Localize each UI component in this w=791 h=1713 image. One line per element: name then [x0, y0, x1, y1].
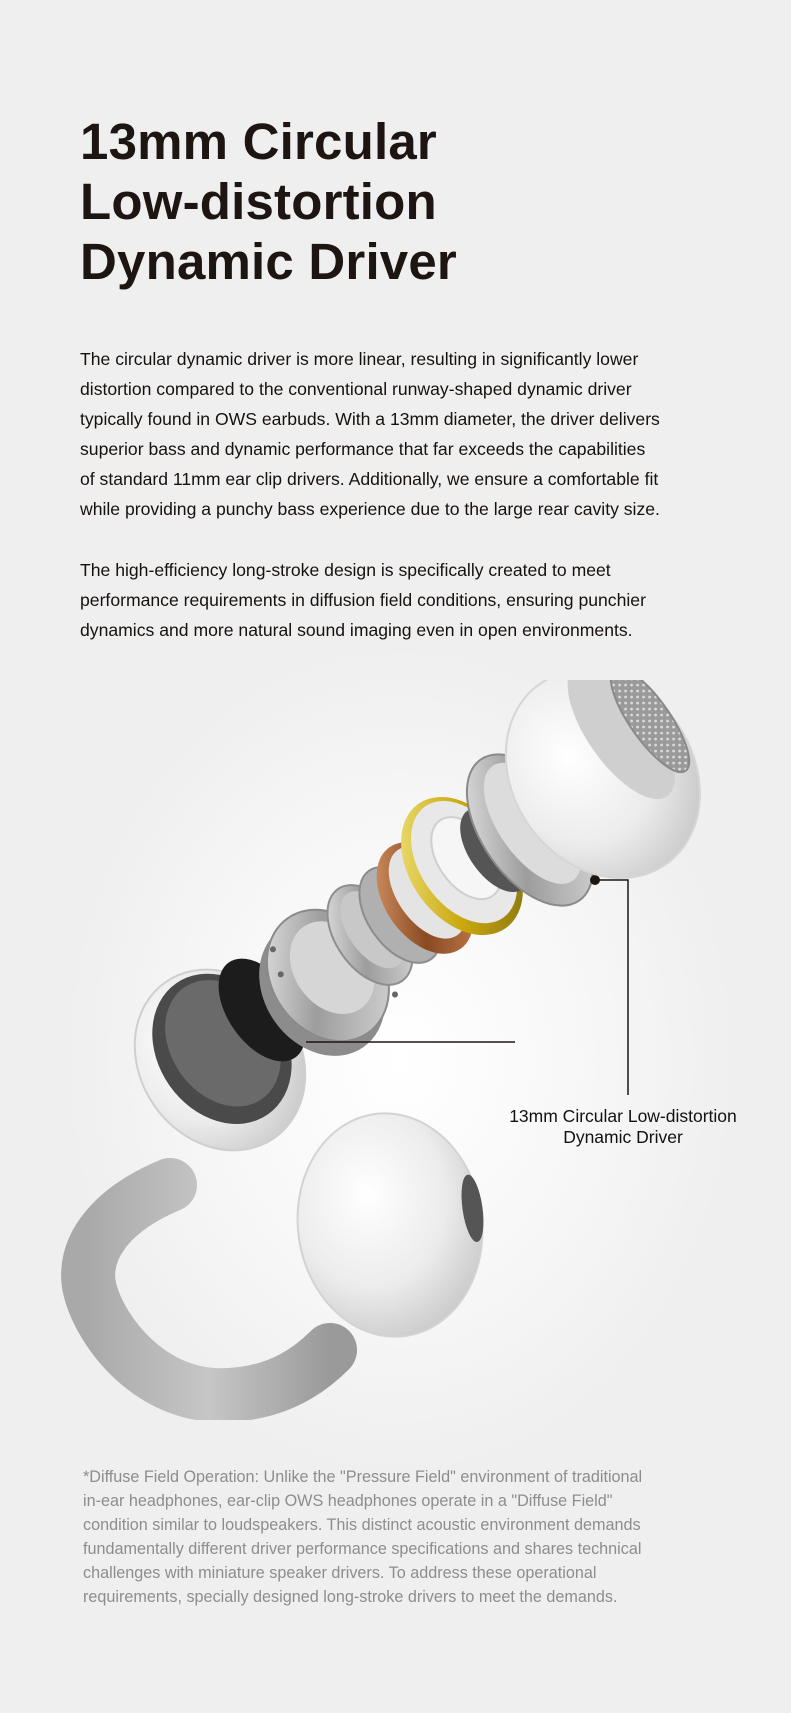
paragraph-line: The circular dynamic driver is more linear, resulting in significantly lower [80, 349, 639, 369]
footnote-line: fundamentally different driver performance specifications and shares technical [83, 1540, 642, 1558]
footnote-line: condition similar to loudspeakers. This distinct acoustic environment demands [83, 1516, 641, 1534]
footnote-line: challenges with miniature speaker drivers. To address these operational [83, 1564, 597, 1582]
paragraph-line: dynamics and more natural sound imaging even in open environments. [80, 620, 633, 640]
paragraph-line: The high-efficiency long-stroke design is specifically created to meet [80, 560, 611, 580]
paragraph-line: distortion compared to the conventional runway-shaped dynamic driver [80, 379, 632, 399]
title-line: Low-distortion [80, 173, 437, 230]
description-paragraph-1 [80, 344, 720, 524]
main-body [283, 1101, 498, 1349]
title-line: Dynamic Driver [80, 233, 457, 290]
page-title [80, 112, 720, 292]
callout-line: Dynamic Driver [563, 1127, 683, 1147]
callout-line: 13mm Circular Low-distortion [509, 1106, 737, 1126]
driver-callout-label [478, 1106, 768, 1148]
paragraph-line: of standard 11mm ear clip drivers. Additionally, we ensure a comfortable fit [80, 469, 659, 489]
paragraph-line: superior bass and dynamic performance that far exceeds the capabilities [80, 439, 646, 459]
ear-hook [88, 1185, 330, 1395]
exploded-earbud-illustration [0, 680, 791, 1420]
footnote-line: *Diffuse Field Operation: Unlike the "Pressure Field" environment of traditional [83, 1468, 643, 1486]
leader-line-vertical [595, 880, 628, 1095]
paragraph-line: performance requirements in diffusion field conditions, ensuring punchier [80, 590, 646, 610]
title-line: 13mm Circular [80, 113, 437, 170]
footnote-line: requirements, specially designed long-stroke drivers to meet the demands. [83, 1588, 618, 1606]
diffuse-field-footnote [83, 1465, 723, 1609]
paragraph-line: typically found in OWS earbuds. With a 13mm diameter, the driver delivers [80, 409, 660, 429]
footnote-line: in-ear headphones, ear-clip OWS headphones operate in a "Diffuse Field" [83, 1492, 613, 1510]
description-paragraph-2 [80, 555, 720, 645]
paragraph-line: while providing a punchy bass experience due to the large rear cavity size. [80, 499, 660, 519]
